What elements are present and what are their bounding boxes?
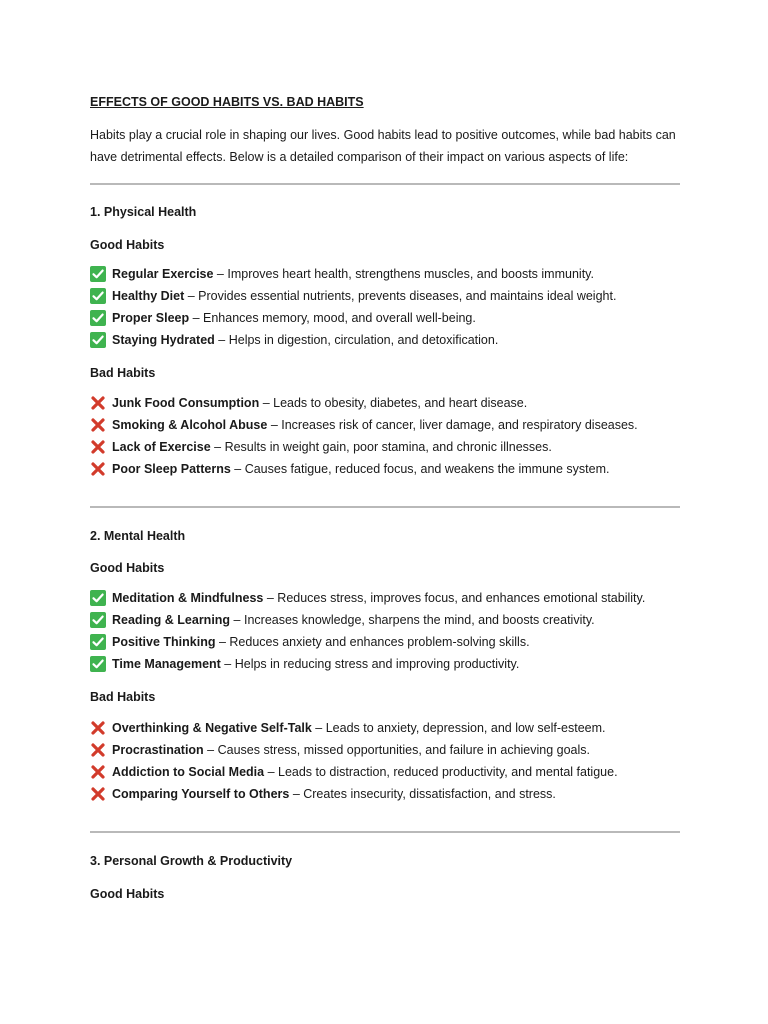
- list-item: [90, 631, 680, 653]
- cross-icon: [90, 439, 106, 455]
- list-item: [90, 717, 680, 739]
- section-divider: [90, 831, 680, 833]
- habit-description: – Leads to obesity, diabetes, and heart disease.: [259, 396, 528, 410]
- section-divider: [90, 183, 680, 185]
- habit-term: Poor Sleep Patterns: [112, 462, 231, 476]
- habit-term: Lack of Exercise: [112, 440, 211, 454]
- list-item: [90, 761, 680, 783]
- section-divider: [90, 506, 680, 508]
- habit-term: Junk Food Consumption: [112, 396, 260, 410]
- habit-term: Smoking & Alcohol Abuse: [112, 418, 268, 432]
- cross-icon: [90, 720, 106, 736]
- list-item: [90, 263, 680, 285]
- habit-description: – Results in weight gain, poor stamina, and chronic illnesses.: [210, 440, 552, 454]
- check-icon: [90, 612, 106, 628]
- list-item: [90, 329, 680, 351]
- list-item: [90, 436, 680, 458]
- intro-paragraph: Habits play a crucial role in shaping our lives. Good habits lead to positive outcomes, while bad habits can have detrimental effects. Below is a detailed comparison of their impact on various aspects of life:: [90, 128, 676, 164]
- check-icon: [90, 288, 106, 304]
- habit-description: – Provides essential nutrients, prevents diseases, and maintains ideal weight.: [184, 289, 617, 303]
- bad-habits-heading: Bad Habits: [90, 366, 156, 380]
- list-item: [90, 392, 680, 414]
- check-icon: [90, 332, 106, 348]
- habit-description: – Enhances memory, mood, and overall well-being.: [189, 311, 476, 325]
- bad-habits-heading: Bad Habits: [90, 690, 156, 704]
- document-content: [90, 94, 680, 902]
- habit-term: Proper Sleep: [112, 311, 190, 325]
- list-item: [90, 653, 680, 675]
- section-heading-mental-health: 2. Mental Health: [90, 529, 186, 543]
- habit-term: Meditation & Mindfulness: [112, 591, 264, 605]
- habit-term: Comparing Yourself to Others: [112, 787, 290, 801]
- cross-icon: [90, 786, 106, 802]
- habit-term: Time Management: [112, 657, 221, 671]
- section-heading-physical-health: 1. Physical Health: [90, 205, 197, 219]
- list-item: [90, 783, 680, 805]
- habit-description: – Improves heart health, strengthens muscles, and boosts immunity.: [213, 267, 594, 281]
- habit-term: Reading & Learning: [112, 613, 231, 627]
- habit-term: Healthy Diet: [112, 289, 185, 303]
- habit-description: – Helps in reducing stress and improving productivity.: [220, 657, 520, 671]
- list-item: [90, 285, 680, 307]
- bad-habits-list: [90, 717, 680, 805]
- habit-term: Regular Exercise: [112, 267, 214, 281]
- list-item: [90, 307, 680, 329]
- habit-description: – Leads to distraction, reduced productivity, and mental fatigue.: [264, 765, 618, 779]
- habit-description: – Increases knowledge, sharpens the mind, and boosts creativity.: [230, 613, 595, 627]
- cross-icon: [90, 742, 106, 758]
- habit-term: Positive Thinking: [112, 635, 216, 649]
- cross-icon: [90, 461, 106, 477]
- check-icon: [90, 266, 106, 282]
- habit-description: – Reduces anxiety and enhances problem-solving skills.: [215, 635, 530, 649]
- habit-description: – Helps in digestion, circulation, and detoxification.: [214, 333, 499, 347]
- check-icon: [90, 656, 106, 672]
- good-habits-list: [90, 587, 680, 675]
- habit-description: – Increases risk of cancer, liver damage, and respiratory diseases.: [267, 418, 638, 432]
- good-habits-heading: Good Habits: [90, 238, 165, 252]
- habit-description: – Creates insecurity, dissatisfaction, and stress.: [289, 787, 556, 801]
- list-item: [90, 739, 680, 761]
- document-title: EFFECTS OF GOOD HABITS VS. BAD HABITS: [90, 95, 364, 109]
- good-habits-heading: Good Habits: [90, 887, 165, 901]
- section-heading-personal-growth: 3. Personal Growth & Productivity: [90, 854, 293, 868]
- habit-description: – Causes fatigue, reduced focus, and weakens the immune system.: [230, 462, 610, 476]
- habit-description: – Leads to anxiety, depression, and low self-esteem.: [311, 721, 606, 735]
- list-item: [90, 609, 680, 631]
- check-icon: [90, 590, 106, 606]
- check-icon: [90, 634, 106, 650]
- bad-habits-list: [90, 392, 680, 480]
- habit-term: Addiction to Social Media: [112, 765, 265, 779]
- good-habits-list: [90, 263, 680, 351]
- habit-term: Overthinking & Negative Self-Talk: [112, 721, 312, 735]
- list-item: [90, 587, 680, 609]
- list-item: [90, 414, 680, 436]
- list-item: [90, 458, 680, 480]
- habit-description: – Causes stress, missed opportunities, and failure in achieving goals.: [203, 743, 591, 757]
- cross-icon: [90, 764, 106, 780]
- check-icon: [90, 310, 106, 326]
- cross-icon: [90, 395, 106, 411]
- habit-term: Staying Hydrated: [112, 333, 215, 347]
- habit-description: – Reduces stress, improves focus, and enhances emotional stability.: [263, 591, 646, 605]
- habit-term: Procrastination: [112, 743, 204, 757]
- good-habits-heading: Good Habits: [90, 561, 165, 575]
- cross-icon: [90, 417, 106, 433]
